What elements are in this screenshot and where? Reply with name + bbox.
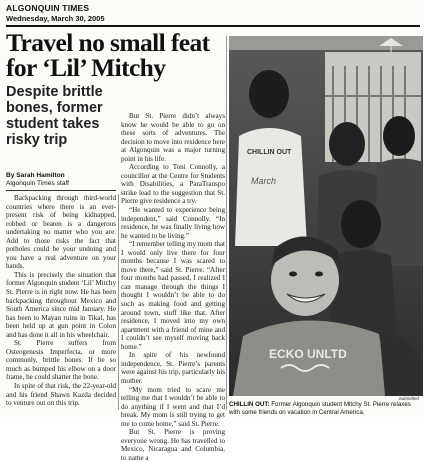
byline-org: Algonquin Times staff xyxy=(6,180,69,187)
issue-date: Wednesday, March 30, 2005 xyxy=(6,14,105,23)
shirt-text-1: CHILLIN OUT xyxy=(247,149,292,156)
byline-rule xyxy=(6,190,116,191)
article-column-2 xyxy=(121,112,225,462)
article-headline: Travel no small feat for ‘Lil’ Mitchy xyxy=(6,28,210,82)
col2-paragraph-2: According to Toni Connolly, a councillor at the Centre for Students with Disabilities, a ParaTranspo strike lead to the suggestion that St. Pierre give residence a try. xyxy=(121,163,225,206)
caption-lead: CHILLIN OUT: xyxy=(229,401,270,408)
article-column-1 xyxy=(6,194,116,414)
col1-paragraph-3: St. Pierre suffers from Osteogenesis Imperfecta, or more commonly, brittle bones. If he so much as bumped his elbow on a door frame, he could shatter the bone. xyxy=(6,339,116,382)
person-back-left-head xyxy=(249,70,289,118)
caption-text: Former Algonquin student Mitchy St. Pierre relaxes with some friends on vacation in Central America. xyxy=(229,401,411,416)
masthead xyxy=(6,3,420,29)
masthead-rule xyxy=(6,25,420,27)
col1-paragraph-1: Backpacking through third-world countries where there is an ever-present risk of being kidnapped, robbed or beaten is a dangerous undertaking no matter who you are. Add to those risks the fact that potholes could be your undoing and you have a real adventure on your hands. xyxy=(6,194,116,271)
col2-paragraph-6: “My mom tried to scare me telling me that I wouldn’t be able to do anything if I went and that I’d break. My mom is still trying to get me to come home,” said St. Pierre. xyxy=(121,385,225,428)
photo-caption xyxy=(229,401,423,416)
shirt-script: March xyxy=(251,176,277,186)
col2-paragraph-4: “I remember telling my mom that I would only live there for four months because I was scared to move there,” said St. Pierre. “After four months had passed, I realized I can manage through the things I thought I wouldn’t be able to do such as making food and getting around town, stuff like that. After residence, I moved into my own apartment with a friend of mine and I couldn’t see myself moving back home.” xyxy=(121,240,225,351)
photo-credit: Submitted xyxy=(398,396,419,401)
col1-paragraph-4: In spite of that risk, the 22-year-old and his friend Shawn Kazda decided to venture out on this trip. xyxy=(6,382,116,408)
col2-paragraph-7: But St. Pierre is proving everyone wrong. He has travelled to Mexico, Nicaragua and Columbia, to name a xyxy=(121,428,225,462)
article-deck: Despite brittle bones, former student takes risky trip xyxy=(6,84,103,148)
column-divider-1 xyxy=(118,194,119,410)
person-back-left-shirt xyxy=(235,128,307,246)
column-divider-2 xyxy=(226,36,227,410)
byline-name: By Sarah Hamilton xyxy=(6,172,65,179)
col2-paragraph-5: In spite of his newfound independence, St. Pierre’s parents were against his trip, particularly his mother. xyxy=(121,351,225,385)
shirt-text-2: ECKO UNLTD xyxy=(269,347,347,361)
col2-paragraph-1: But St. Pierre didn’t always know he would be able to go on these sorts of adventures. The decision to move into residence here at Algonquin was a major turning point in his life. xyxy=(121,112,225,163)
byline xyxy=(6,172,120,188)
col1-paragraph-2: This is precisely the situation that former Algonquin student ‘Lil’ Mitchy St. Pierre is in right now. He has been backpacking throughout Mexico and South America since mid January. He has been to Mayan ruins in Tikal, has been held up at gun point in Colon and has done it all in his wheelchair. xyxy=(6,270,116,339)
col2-paragraph-3: “He wanted to experience being independent,” said Connolly. “In residence, he was finally living how he wanted to be living.” xyxy=(121,206,225,240)
photo-illustration xyxy=(229,36,423,396)
paper-name: ALGONQUIN TIMES xyxy=(6,3,90,13)
article-photo xyxy=(229,36,423,396)
